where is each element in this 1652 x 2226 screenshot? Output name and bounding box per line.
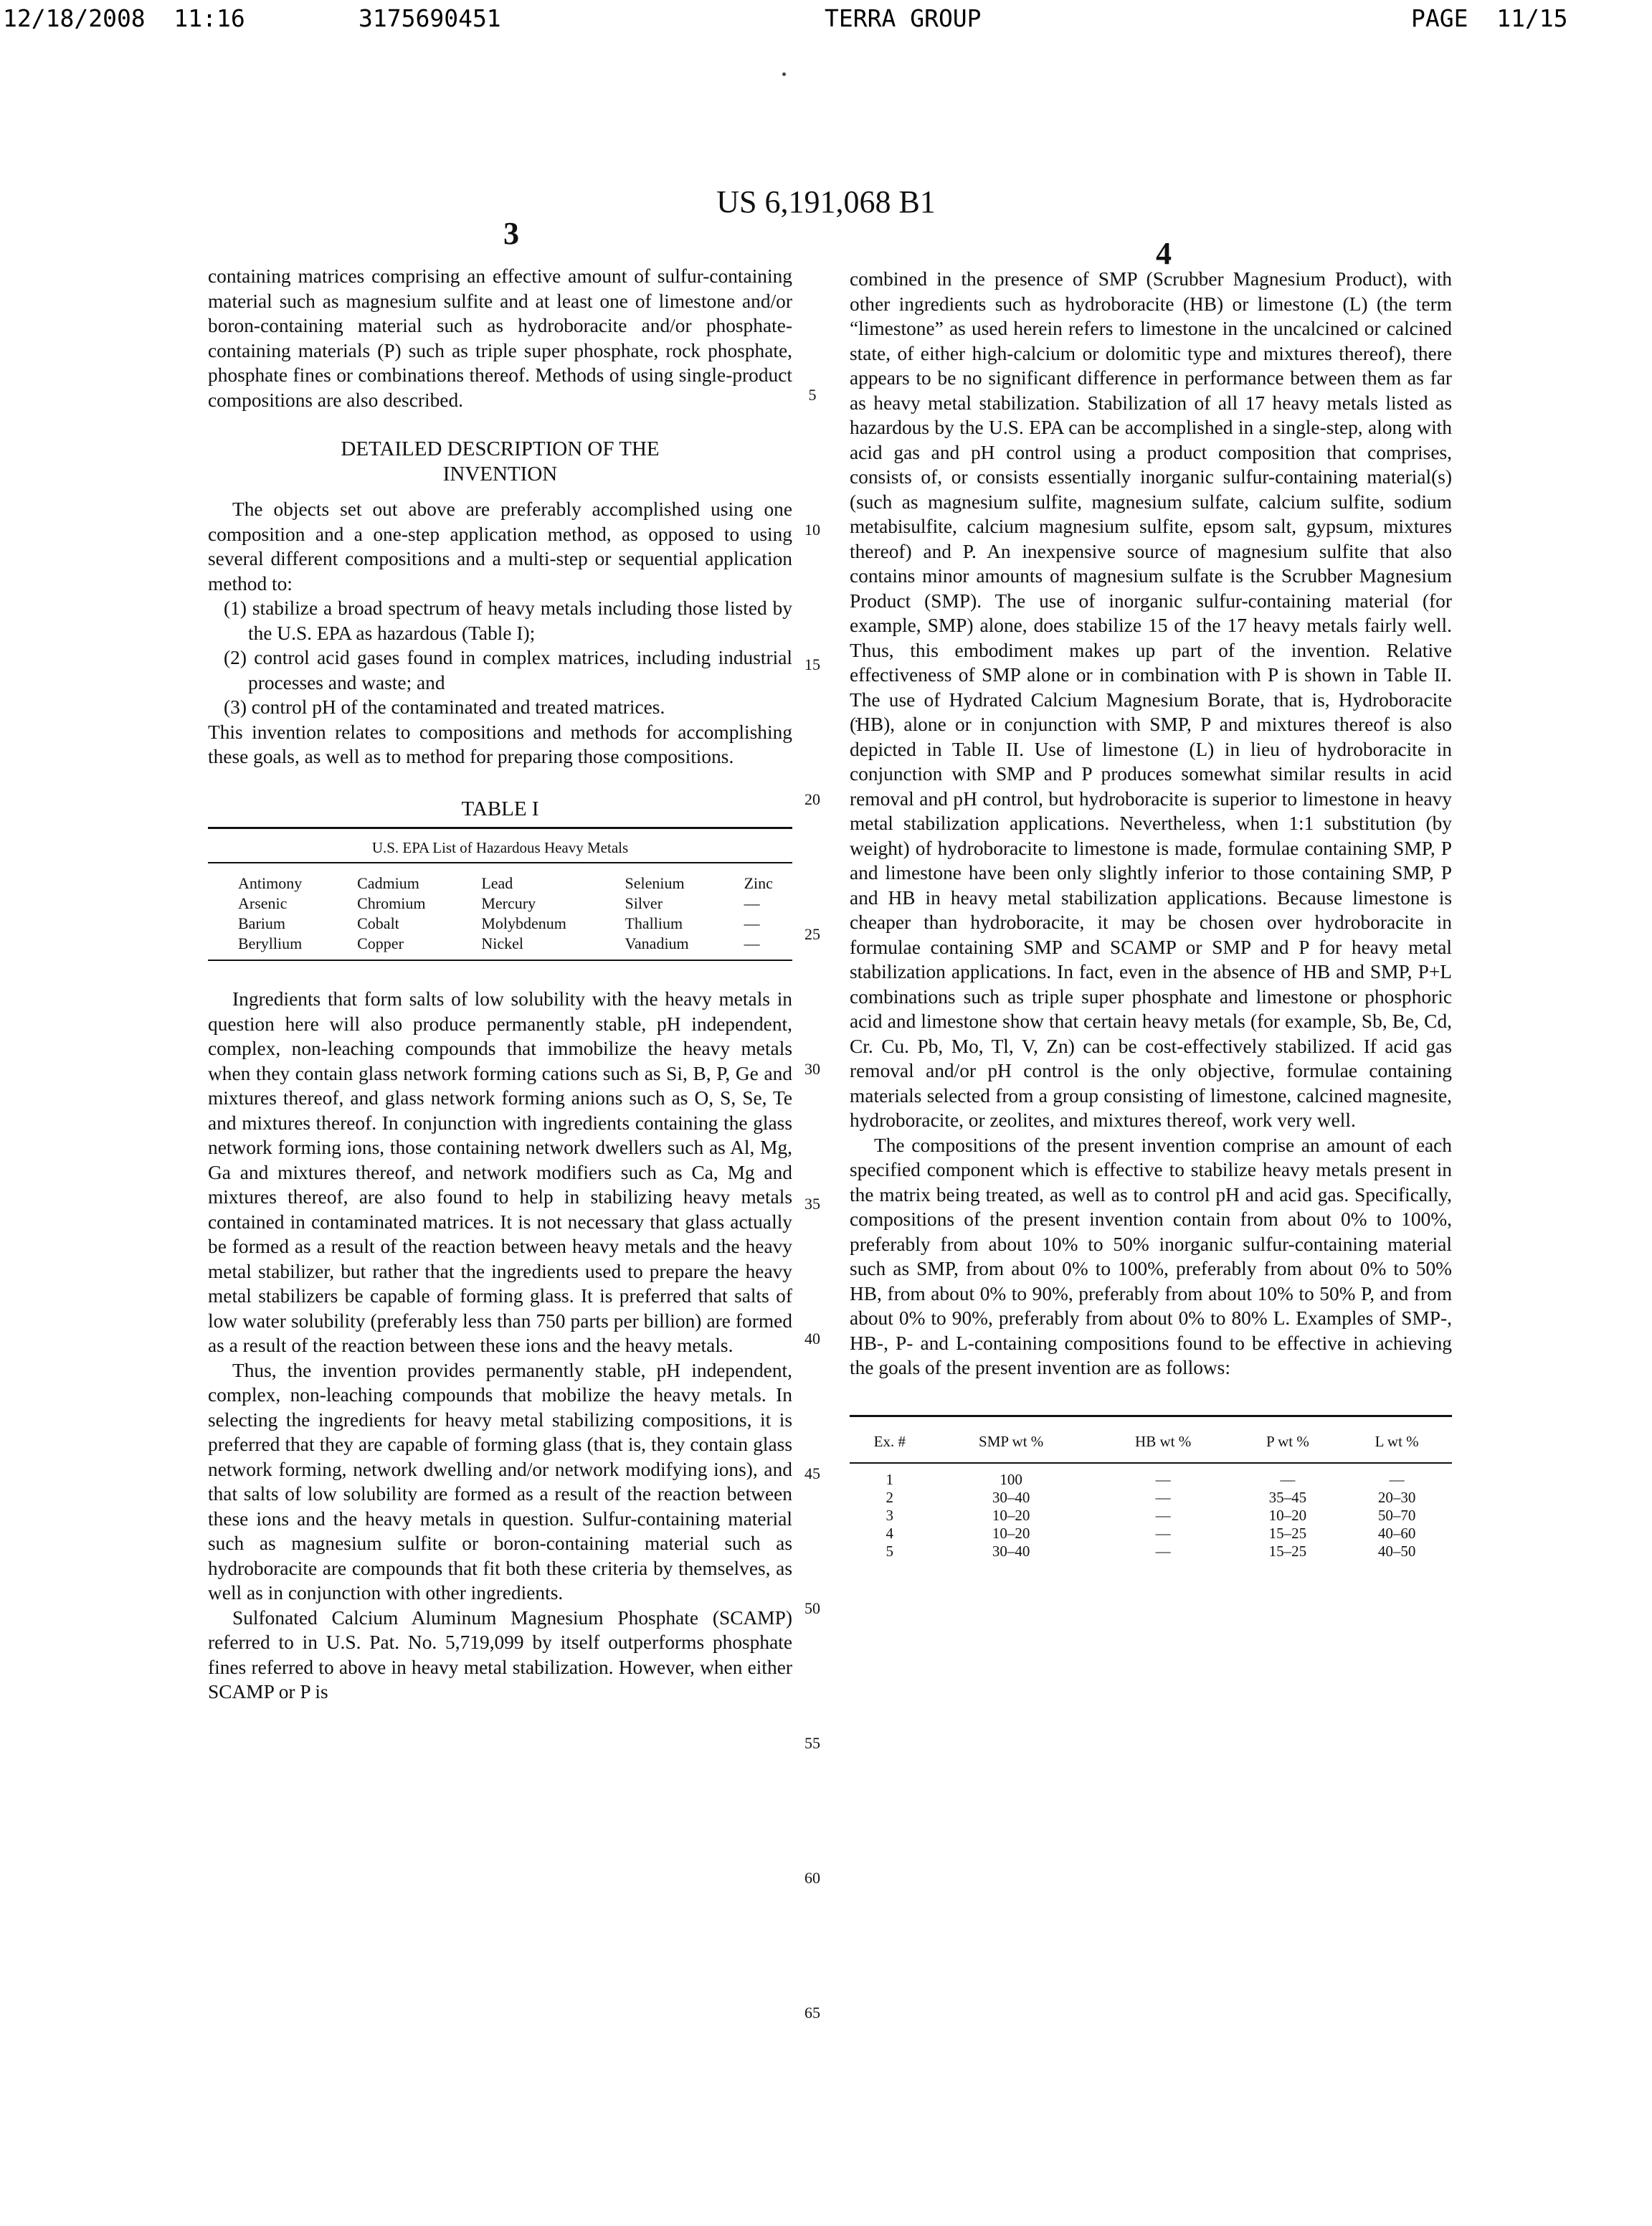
table-cell: — bbox=[714, 934, 792, 960]
table-row bbox=[208, 914, 792, 934]
heading-line: INVENTION bbox=[442, 463, 558, 486]
table-cell: 5 bbox=[886, 1542, 894, 1560]
heading-line: DETAILED DESCRIPTION OF THE bbox=[341, 437, 660, 460]
table-header-cell: L wt % bbox=[1342, 1416, 1452, 1463]
table-row bbox=[850, 1463, 1452, 1489]
table-cell: 30–40 bbox=[992, 1488, 1030, 1506]
patent-number: US 6,191,068 B1 bbox=[716, 184, 936, 219]
line-number: 60 bbox=[804, 1869, 820, 1887]
table-cell: Beryllium bbox=[208, 934, 327, 960]
table-cell: — bbox=[1280, 1470, 1296, 1488]
table-cell: — bbox=[1155, 1470, 1171, 1488]
table-cell: 20–30 bbox=[1377, 1488, 1416, 1506]
objects-list bbox=[208, 596, 792, 720]
line-number: 65 bbox=[804, 2004, 820, 2022]
table-row bbox=[850, 1543, 1452, 1560]
table-header-cell: HB wt % bbox=[1093, 1416, 1234, 1463]
list-item: (3) control pH of the contaminated and treated matrices. bbox=[224, 696, 665, 718]
table-cell: 4 bbox=[886, 1524, 894, 1542]
table-cell: Copper bbox=[327, 934, 451, 960]
table-header-cell: P wt % bbox=[1234, 1416, 1342, 1463]
table-cell: 10–20 bbox=[992, 1524, 1030, 1542]
line-number: 5 bbox=[808, 386, 817, 404]
table-row bbox=[208, 863, 792, 894]
line-number: 30 bbox=[804, 1060, 820, 1078]
table-cell: Silver bbox=[625, 894, 663, 912]
right-column bbox=[850, 267, 1452, 1560]
table-cell: Mercury bbox=[481, 894, 536, 912]
scamp-paragraph: Sulfonated Calcium Aluminum Magnesium Phosphate (SCAMP) referred to in U.S. Pat. No. 5,719,099 by itself outperforms phosphate fines referred to above in heavy metal stabilization. However, when either SCAMP or P is bbox=[208, 1606, 792, 1702]
table-cell: — bbox=[1155, 1506, 1171, 1524]
table1 bbox=[208, 827, 792, 961]
table-cell: 100 bbox=[1000, 1470, 1022, 1488]
line-numbers bbox=[794, 0, 830, 2226]
table-cell: Chromium bbox=[357, 894, 426, 912]
table-cell: — bbox=[1155, 1488, 1171, 1506]
table-cell: 35–45 bbox=[1268, 1488, 1307, 1506]
table-cell: — bbox=[744, 914, 760, 932]
table-row bbox=[850, 1507, 1452, 1525]
list-item: (2) control acid gases found in complex matrices, including industrial processes and waste; and bbox=[224, 647, 792, 693]
line-number: 15 bbox=[804, 655, 820, 673]
table1-title: TABLE I bbox=[461, 797, 539, 820]
table-cell: Molybdenum bbox=[481, 914, 566, 932]
objects-paragraph: The objects set out above are preferably accomplished using one composition and a one-step application method, as opposed to using several different compositions and a multi-step or sequential application method to: bbox=[208, 498, 792, 595]
table-row bbox=[208, 894, 792, 914]
thus-paragraph: Thus, the invention provides permanently stable, pH independent, complex, non-leaching compounds that mobilize the heavy metals. In selecting the ingredients for heavy metal stabilizing compositions, it is preferred that they are capable of forming glass (that is, they contain glass network forming, network dwelling and/or network modifying ions), and that salts of low solubility are formed as a result of the reaction between these ions and the heavy metals in question. Sulfur-containing material such as magnesium sulfite or boron-containing material such as hydroboracite are compounds that fit both these criteria by themselves, as well as in conjunction with other ingredients. bbox=[208, 1359, 792, 1604]
line-number: 45 bbox=[804, 1464, 820, 1482]
table-cell: Barium bbox=[238, 914, 285, 932]
table-cell: — bbox=[744, 894, 760, 912]
table-cell: 15–25 bbox=[1268, 1542, 1307, 1560]
fax-page-number: PAGE 11/15 bbox=[1411, 4, 1568, 32]
column-number-left: 3 bbox=[503, 216, 519, 251]
line-number: 40 bbox=[804, 1330, 820, 1348]
column-number-right: 4 bbox=[1156, 236, 1172, 271]
line-number: 55 bbox=[804, 1734, 820, 1752]
table-cell: 50–70 bbox=[1377, 1506, 1416, 1524]
table-cell: Antimony bbox=[238, 874, 303, 892]
table-cell: Arsenic bbox=[238, 894, 288, 912]
combined-paragraph: combined in the presence of SMP (Scrubber Magnesium Product), with other ingredients such as hydroboracite (HB) or limestone (L) (the term “limestone” as used herein refers to limestone in the uncalcined or calcined state, of either high-calcium or dolomitic type and mixtures thereof), there appears to be no significant difference in performance between them as far as heavy metal stabilization. Stabilization of all 17 heavy metals listed as hazardous by the U.S. EPA can be accomplished in a single-step, along with acid gas and pH control using a product composition that comprises, consists of, or consists essentially inorganic sulfur-containing material(s) (such as magnesium sulfite, magnesium sulfate, calcium sulfite, sodium metabisulfite, calcium magnesium sulfite, epsom salt, gypsum, mixtures thereof) and P. An inexpensive source of magnesium sulfite that also contains minor amounts of magnesium sulfate is the Scrubber Magnesium Product (SMP). The use of inorganic sulfur-containing material (for example, SMP) alone, does stabilize 15 of the 17 heavy metals fairly well. Thus, this embodiment makes up part of the invention. Relative effectiveness of SMP alone or in combination with P is shown in Table II. The use of Hydrated Calcium Magnesium Borate, that is, Hydroboracite (HB), alone or in conjunction with SMP, P and mixtures thereof is also depicted in Table II. Use of limestone (L) in lieu of hydroboracite in conjunction with SMP and P produces somewhat similar results in acid removal and pH control, but hydroboracite is superior to limestone in heavy metal stabilization applications. Nevertheless, when 1:1 substitution (by weight) of hydroboracite to limestone is made, formulae containing SMP, P and limestone have been only slightly inferior to those containing SMP, P and HB in heavy metal stabilization applications. Because limestone is cheaper than hydroboracite, it may be chosen over hydroboracite in formulae containing SMP and SCAMP or SMP and P for heavy metal stabilization applications. In fact, even in the absence of HB and SMP, P+L combinations such as triple super phosphate and limestone or phosphoric acid and limestone show that certain heavy metals (for example, Sb, Be, Cd, Cr. Cu. Pb, Mo, Tl, V, Zn) can be cost-effectively stabilized. If acid gas removal and/or pH control is the only objective, formulae containing materials selected from a group consisting of limestone, calcined magnesite, hydroboracite, or zeolites, and mixtures thereof, work very well. bbox=[850, 268, 1452, 1131]
section-heading bbox=[208, 437, 792, 487]
table-row bbox=[850, 1525, 1452, 1543]
table-cell: Vanadium bbox=[594, 934, 713, 960]
table1-caption: U.S. EPA List of Hazardous Heavy Metals bbox=[208, 827, 792, 863]
table-cell: — bbox=[1389, 1470, 1405, 1488]
intro-paragraph: containing matrices comprising an effective amount of sulfur-containing material such as magnesium sulfite and at least one of limestone and/or boron-containing material such as hydroboracite and/or phosphate-containing materials (P) such as triple super phosphate, rock phosphate, phosphate fines or combinations thereof. Methods of using single-product compositions are also described. bbox=[208, 265, 792, 411]
table-cell: — bbox=[1155, 1542, 1171, 1560]
table2 bbox=[850, 1415, 1452, 1560]
table-header-row bbox=[850, 1416, 1452, 1463]
table-row bbox=[208, 934, 792, 960]
fax-datetime: 12/18/2008 11:16 bbox=[3, 4, 245, 32]
fax-company: TERRA GROUP bbox=[825, 4, 982, 32]
compositions-paragraph: The compositions of the present invention comprise an amount of each specified component which is effective to stabilize heavy metals present in the matrix being treated, as well as to control pH and acid gas. Specifically, compositions of the present invention contain from about 0% to 100%, preferably from about 10% to 50% inorganic sulfur-containing material such as SMP, from about 0% to 100%, preferably from about 0% to 50% HB, from about 0% to 90%, preferably from about 10% to 50% P, and from about 0% to 90%, preferably from about 0% to 80% L. Examples of SMP-, HB-, P- and L-containing compositions found to be effective in achieving the goals of the present invention are as follows: bbox=[850, 1134, 1452, 1378]
table-cell: 2 bbox=[886, 1488, 894, 1506]
line-number: 10 bbox=[804, 521, 820, 539]
left-column bbox=[208, 264, 792, 1705]
line-number: 35 bbox=[804, 1195, 820, 1213]
table-cell: Cobalt bbox=[357, 914, 399, 932]
relates-paragraph: This invention relates to compositions and methods for accomplishing these goals, as well as to method for preparing those compositions. bbox=[208, 721, 792, 767]
table-cell: 10–20 bbox=[1268, 1506, 1307, 1524]
table-cell: 15–25 bbox=[1268, 1524, 1307, 1542]
line-number: 50 bbox=[804, 1599, 820, 1617]
table-header-cell: Ex. # bbox=[850, 1416, 930, 1463]
table-cell: 3 bbox=[886, 1506, 894, 1524]
line-number: 25 bbox=[804, 925, 820, 943]
scan-speck bbox=[782, 72, 786, 76]
table-cell: Thallium bbox=[625, 914, 683, 932]
table-row bbox=[850, 1489, 1452, 1507]
table-cell: 30–40 bbox=[992, 1542, 1030, 1560]
line-number: 20 bbox=[804, 790, 820, 808]
fax-phone: 3175690451 bbox=[359, 4, 501, 32]
table-cell: Nickel bbox=[451, 934, 594, 960]
table-cell: 10–20 bbox=[992, 1506, 1030, 1524]
list-item: (1) stabilize a broad spectrum of heavy metals including those listed by the U.S. EPA as hazardous (Table I); bbox=[224, 597, 792, 644]
table-cell: 40–50 bbox=[1377, 1542, 1416, 1560]
table-cell: — bbox=[1155, 1524, 1171, 1542]
ingredients-paragraph: Ingredients that form salts of low solubility with the heavy metals in question here will also produce permanently stable, pH independent, complex, non-leaching compounds that immobilize the heavy metals when they contain glass network forming cations such as Si, B, P, Ge and mixtures thereof, and glass network forming anions such as O, S, Se, Te and mixtures thereof. In conjunction with ingredients containing the glass network forming ions, those containing network dwellers such as Al, Mg, Ga and mixtures thereof, and network modifiers such as Ca, Mg and mixtures thereof, are also found to help in stabilizing heavy metals contained in contaminated matrices. It is not necessary that glass actually be formed as a result of the reaction between heavy metals and the heavy metal stabilizer, but rather that the ingredients used to prepare the heavy metal stabilizers be capable of forming glass. It is preferred that salts of low water solubility (preferably less than 750 parts per billion) are formed as a result of the reaction between these ions and the heavy metals. bbox=[208, 988, 792, 1356]
table-cell: 40–60 bbox=[1377, 1524, 1416, 1542]
table-header-cell: SMP wt % bbox=[930, 1416, 1093, 1463]
table-cell: Selenium bbox=[625, 874, 685, 892]
table-cell: Lead bbox=[481, 874, 513, 892]
table-cell: Cadmium bbox=[357, 874, 419, 892]
table-cell: Zinc bbox=[744, 874, 773, 892]
table-cell: 1 bbox=[886, 1470, 894, 1488]
